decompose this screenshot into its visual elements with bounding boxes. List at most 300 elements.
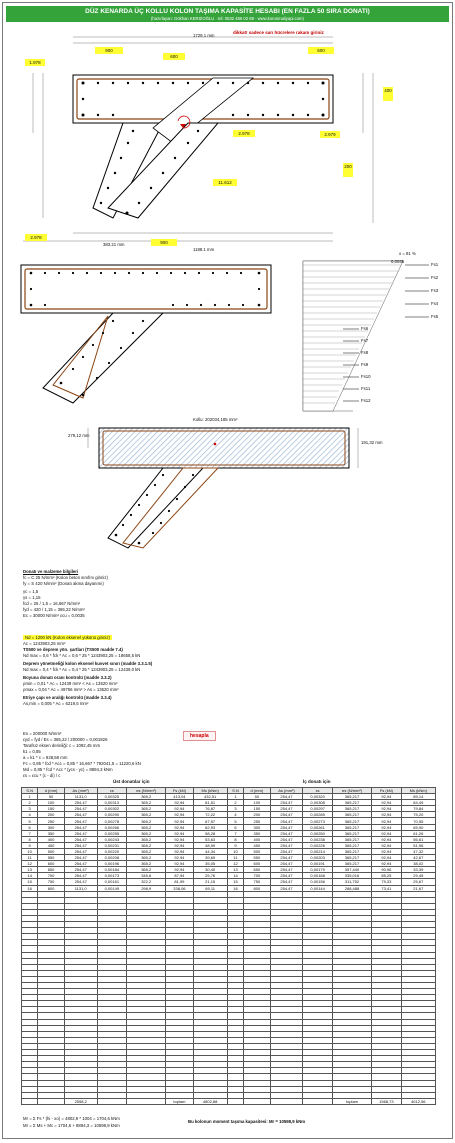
table-cell: 81,99	[166, 879, 193, 885]
table-cell: 62,93	[193, 824, 227, 830]
table-cell: 150	[38, 806, 64, 812]
table-cell: 92,94	[372, 836, 401, 842]
calc-line-5: fcd = 25 / 1,5 = 16,667 N/mm²	[23, 601, 81, 606]
compression-zone-drawing	[3, 3, 453, 563]
table-cell: 254,47	[64, 855, 97, 861]
table-cell: 92,94	[372, 818, 401, 824]
table-cell: 0,00302	[97, 806, 126, 812]
table-cell: 254,47	[270, 842, 303, 848]
totals-cell: 4012,56	[401, 1098, 435, 1104]
table-cell: 92,94	[166, 867, 193, 873]
force-label-9: Fs9	[361, 362, 369, 367]
table-cell: 12	[22, 861, 38, 867]
table-cell: 365,2	[127, 830, 166, 836]
page-title: DÜZ KENARDA ÜÇ KOLLU KOLON TAŞIMA KAPASİTE HESABI (EN FAZLA 50 SIRA DONATI)	[85, 8, 370, 15]
table-cell: 92,94	[166, 836, 193, 842]
header-cell: εs	[97, 788, 126, 794]
table-cell: 0,00243	[97, 836, 126, 842]
dim-input-600a[interactable]: 600	[163, 53, 185, 60]
table-cell: 14	[22, 873, 38, 879]
table-cell: 10	[227, 848, 243, 854]
table-cell: 254,47	[270, 873, 303, 879]
table-cell: 100	[244, 800, 270, 806]
force-label-3: Fs3	[431, 288, 439, 293]
totals-cell	[38, 1098, 64, 1104]
table-cell: 0,00179	[303, 867, 332, 873]
dim-input-11612[interactable]: 11.612	[213, 179, 237, 186]
table-cell: 600	[244, 861, 270, 867]
table-cell: 67,57	[193, 818, 227, 824]
calc2-line-4: a = k1 * c = 928,58 mm	[23, 755, 68, 760]
table-cell: 8	[227, 836, 243, 842]
table-cell: 254,47	[270, 794, 303, 800]
table-cell: 254,47	[270, 861, 303, 867]
dim-input-1978[interactable]: 1.978	[25, 59, 45, 66]
table-cell: 73,41	[372, 885, 401, 891]
header-cell: d (mm)	[38, 788, 64, 794]
table-cell: 550	[244, 855, 270, 861]
neutral-axis-label: x = 81 %	[399, 251, 416, 256]
dim-total-width: 1729.1 mm	[193, 33, 215, 38]
table-cell: 200	[38, 812, 64, 818]
table-cell: 0,00278	[97, 818, 126, 824]
table-cell: 0,00184	[97, 867, 126, 873]
table-cell: 500	[244, 848, 270, 854]
table-left-title: Üst donatılar için	[113, 779, 150, 784]
table-cell: 0,00308	[303, 800, 332, 806]
table-cell: 0,00161	[97, 879, 126, 885]
summary-line-0: Mr = Σ Fs * (hi - xo) = 4802,9 * 1004 = 1704,6 kNm	[23, 1116, 120, 1121]
table-cell: 1131,0	[64, 885, 97, 891]
totals-cell: 2558,2	[64, 1098, 97, 1104]
table-cell: 0,00156	[303, 879, 332, 885]
table-cell: 61,26	[401, 830, 435, 836]
table-cell: 0,00285	[303, 812, 332, 818]
table-cell: 254,47	[270, 800, 303, 806]
table-cell: 254,47	[64, 830, 97, 836]
table-cell: 4	[22, 812, 38, 818]
header-cell: Ms (kNm)	[193, 788, 227, 794]
table-cell: 311,752	[332, 879, 371, 885]
table-cell: 350	[244, 830, 270, 836]
calc-line-2: fy = S 420 N/mm² (Donatı akma dayanımı)	[23, 581, 104, 586]
table-cell: 150	[244, 806, 270, 812]
table-right-title: İç donatı için	[303, 779, 331, 784]
header-cell: Ms (kNm)	[401, 788, 435, 794]
table-cell: 56,61	[401, 836, 435, 842]
calc-line-17: Etriye çapı ve aralığı kontrolü (madde 3.3.4)	[23, 695, 112, 700]
table-cell: 11	[227, 855, 243, 861]
table-cell: 92,94	[166, 800, 193, 806]
table-cell: 92,94	[372, 806, 401, 812]
table-cell: 92,94	[372, 794, 401, 800]
table-cell: 0,00226	[303, 842, 332, 848]
table-cell: 5	[22, 818, 38, 824]
calc2-line-7: εs = εcu * (c - di) / c	[23, 773, 61, 778]
table-cell: 0,00231	[97, 842, 126, 848]
dim-input-2979[interactable]: 2.979	[320, 131, 340, 138]
totals-cell	[227, 1098, 243, 1104]
axial-load-input[interactable]: Nd = 1200 kN (Kolon eksenel yükünü giriniz)	[25, 635, 110, 640]
table-cell: 254,47	[64, 824, 97, 830]
table-cell: 7	[227, 830, 243, 836]
table-cell: 0,00208	[97, 855, 126, 861]
table-cell: 338,06	[166, 885, 193, 891]
totals-cell: 4802,88	[193, 1098, 227, 1104]
force-label-8: Fs8	[361, 350, 369, 355]
table-cell: 92,94	[166, 806, 193, 812]
table-cell: 0,00144	[303, 885, 332, 891]
table-cell: 335,016	[332, 873, 371, 879]
table-cell: 16	[22, 885, 38, 891]
table-cell: 81,51	[193, 800, 227, 806]
table-cell: 365,217	[332, 806, 371, 812]
table-cell: 92,94	[372, 812, 401, 818]
table-cell: 65,90	[401, 824, 435, 830]
table-cell: 254,47	[270, 879, 303, 885]
table-cell: 38,02	[401, 861, 435, 867]
worksheet-page	[2, 2, 453, 1139]
calc-line-3: γc = 1,5	[23, 589, 39, 594]
strain-top-label: 0,0035	[391, 259, 405, 264]
table-cell: 432,51	[193, 794, 227, 800]
header-cell: S.N	[22, 788, 38, 794]
table-cell: 254,47	[64, 818, 97, 824]
table-cell: 365,217	[332, 861, 371, 867]
header-cell: Fs (kN)	[372, 788, 401, 794]
table-cell: 9	[227, 842, 243, 848]
header-cell: d (mm)	[244, 788, 270, 794]
calc2-line-2: Tarafsız eksen derinliği: c = 1092,45 mm	[23, 743, 101, 748]
calc-line-18: As,min = 0,005 * Ac = 6219,5 mm²	[23, 701, 89, 706]
header-cell: As (mm²)	[270, 788, 303, 794]
table-cell: 2	[22, 800, 38, 806]
table-cell: 254,47	[64, 879, 97, 885]
table-cell: 12	[227, 861, 243, 867]
table-cell: 25,76	[193, 873, 227, 879]
table-cell: 92,94	[166, 824, 193, 830]
table-cell: 8	[22, 836, 38, 842]
calc2-line-3: k1 = 0,85	[23, 749, 41, 754]
table-cell: 89,14	[401, 794, 435, 800]
dim-bottom-left: 383.21 mm	[103, 242, 125, 247]
table-cell: 650	[244, 867, 270, 873]
table-cell: 30,40	[193, 867, 227, 873]
calc-line-14: Boyuna donatı oranı kontrolü (madde 3.3.2)	[23, 675, 112, 680]
table-cell: 92,94	[166, 848, 193, 854]
table-cell: 365,217	[332, 855, 371, 861]
table-cell: 650	[38, 867, 64, 873]
table-cell: 92,94	[166, 855, 193, 861]
table-cell: 1131,0	[64, 794, 97, 800]
table-cell: 33,39	[401, 867, 435, 873]
table-cell: 92,94	[372, 848, 401, 854]
table-cell: 50	[244, 794, 270, 800]
table-cell: 365,2	[127, 800, 166, 806]
table-cell: 76,87	[193, 806, 227, 812]
table-cell: 400	[244, 836, 270, 842]
table-cell: 13	[22, 867, 38, 873]
force-label-7: Fs7	[361, 338, 369, 343]
table-cell: 7	[22, 830, 38, 836]
compression-right-dim: 191,32 mm	[361, 440, 383, 445]
table-cell: 0,00250	[303, 830, 332, 836]
table-cell: 100	[38, 800, 64, 806]
table-cell: 254,47	[270, 885, 303, 891]
table-cell: 254,47	[64, 800, 97, 806]
table-cell: 85,25	[372, 873, 401, 879]
table-cell: 75,20	[401, 812, 435, 818]
table-cell: 550	[38, 855, 64, 861]
table-cell: 0,00168	[303, 873, 332, 879]
dim-input-2978[interactable]: 2.978	[233, 130, 255, 137]
table-cell: 92,94	[372, 855, 401, 861]
table-cell: 250	[38, 818, 64, 824]
calc2-line-0: Es = 200000 N/mm²	[23, 731, 62, 736]
compression-area-label: Kollu: 202034,185 mm²	[193, 417, 238, 422]
table-cell: 92,94	[372, 842, 401, 848]
dim-input-900[interactable]: 900	[95, 47, 123, 54]
table-cell: 92,94	[166, 830, 193, 836]
totals-cell	[270, 1098, 303, 1104]
table-cell: 25,67	[401, 879, 435, 885]
table-cell: 44,34	[193, 848, 227, 854]
table-cell: 87,94	[166, 873, 193, 879]
table-cell: 322,2	[127, 879, 166, 885]
table-cell: 15	[227, 879, 243, 885]
table-cell: 0,00297	[303, 806, 332, 812]
table-cell: 0,00290	[97, 812, 126, 818]
table-cell: 254,47	[270, 830, 303, 836]
dim-input-200[interactable]: 200	[343, 163, 353, 177]
dim-input-600b[interactable]: 600	[308, 47, 334, 54]
table-cell: 58,28	[193, 830, 227, 836]
table-cell: 9	[22, 842, 38, 848]
table-cell: 90,96	[372, 867, 401, 873]
calc2-line-1: εyd = fyd / Es = 365,22 / 200000 = 0,001826	[23, 737, 108, 742]
table-cell: 365,2	[127, 855, 166, 861]
calc-line-9: Ac = 1243903,25 mm²	[23, 641, 66, 646]
table-cell: 39,69	[193, 855, 227, 861]
table-cell: 254,47	[270, 867, 303, 873]
table-cell: 413,04	[166, 794, 193, 800]
table-totals-row	[22, 1098, 436, 1104]
table-cell: 800	[244, 885, 270, 891]
table-cell: 0,00266	[97, 824, 126, 830]
table-cell: 250	[244, 818, 270, 824]
table-cell: 365,2	[127, 812, 166, 818]
table-cell: 6	[227, 824, 243, 830]
table-cell: 92,94	[372, 800, 401, 806]
calc-line-7: Ec = 30000 N/mm² εcu = 0,0035	[23, 613, 85, 618]
summary-line-1: Mr = Σ Ms + Mc = 1704,6 + 8894,3 = 10598,9 kNm	[23, 1123, 120, 1128]
table-cell: 5	[227, 818, 243, 824]
table-cell: 254,47	[270, 836, 303, 842]
table-cell: 254,47	[270, 855, 303, 861]
table-cell: 600	[38, 861, 64, 867]
dim-bottom-total: 1188.1 mm	[193, 247, 215, 252]
table-cell: 254,47	[64, 873, 97, 879]
table-cell: 365,2	[127, 806, 166, 812]
calc-line-1: fc = C 25 N/mm² (Kolon beton sınıfını giriniz)	[23, 575, 108, 580]
table-cell: 92,94	[166, 842, 193, 848]
table-cell: 84,49	[401, 800, 435, 806]
table-cell: 0,00220	[97, 848, 126, 854]
calc-line-0: Donatı ve malzeme bilgileri	[23, 569, 79, 574]
table-cell: 254,47	[270, 806, 303, 812]
table-cell: 15	[22, 879, 38, 885]
table-cell: 365,2	[127, 824, 166, 830]
force-label-2: Fs2	[431, 275, 439, 280]
table-cell: 254,47	[64, 861, 97, 867]
table-body	[22, 794, 436, 1105]
table-cell: 345,6	[127, 873, 166, 879]
table-cell: 14	[227, 873, 243, 879]
table-cell: 70,55	[401, 818, 435, 824]
calc-line-15: ρmin = 0,01 * Ac = 12439 mm² < As = 13520 mm²	[23, 681, 118, 686]
table-cell: 48,99	[193, 842, 227, 848]
table-cell: 750	[38, 879, 64, 885]
table-cell: 92,94	[166, 818, 193, 824]
table-cell: 42,67	[401, 855, 435, 861]
table-cell: 0,00273	[303, 818, 332, 824]
table-cell: 357,440	[332, 867, 371, 873]
table-cell: 3	[227, 806, 243, 812]
table-cell: 365,2	[127, 842, 166, 848]
calc-line-6: fyd = 420 / 1,15 = 365,22 N/mm²	[23, 607, 85, 612]
table-cell: 254,47	[64, 848, 97, 854]
header-cell: σs (N/mm²)	[127, 788, 166, 794]
table-cell: 254,47	[64, 836, 97, 842]
table-cell: 92,94	[372, 861, 401, 867]
table-cell: 365,217	[332, 824, 371, 830]
table-cell: 0,00313	[97, 800, 126, 806]
table-cell: 365,217	[332, 818, 371, 824]
totals-cell: toplam	[166, 1098, 193, 1104]
calc-line-4: γs = 1,15	[23, 595, 41, 600]
table-cell: 0,00214	[303, 848, 332, 854]
table-cell: 254,47	[270, 848, 303, 854]
table-cell: 365,217	[332, 800, 371, 806]
table-cell: 200	[244, 812, 270, 818]
table-cell: 450	[38, 842, 64, 848]
table-cell: 0,00173	[97, 873, 126, 879]
table-cell: 92,94	[166, 812, 193, 818]
table-cell: 69,11	[193, 885, 227, 891]
table-cell: 50	[38, 794, 64, 800]
force-label-1: Fs1	[431, 262, 439, 267]
table-cell: 350	[38, 830, 64, 836]
force-label-10: Fs10	[361, 374, 371, 379]
table-cell: 254,47	[64, 867, 97, 873]
table-cell: 92,94	[372, 824, 401, 830]
table-cell: 0,00191	[303, 861, 332, 867]
table-cell: 365,2	[127, 867, 166, 873]
force-label-12: Fs12	[361, 398, 371, 403]
totals-cell: 1568,73	[372, 1098, 401, 1104]
header-cell: εs	[303, 788, 332, 794]
table-cell: 750	[244, 879, 270, 885]
calc2-line-5: Fc = 0,85 * fcd * Acc = 0,85 * 16,667 * 792041,5 = 11220,6 kN	[23, 761, 141, 766]
table-cell: 450	[244, 842, 270, 848]
input-note: dikkat! sadece sarı hücrelere rakam giriniz	[233, 30, 324, 35]
table-cell: 254,47	[270, 818, 303, 824]
table-cell: 365,217	[332, 848, 371, 854]
table-cell: 0,00149	[97, 885, 126, 891]
calc2-line-6: Md = 0,85 * fcd * Acc * (ycs - yc) = 8894,3 kNm	[23, 767, 113, 772]
table-cell: 47,32	[401, 848, 435, 854]
table-cell: 10	[22, 848, 38, 854]
table-cell: 6	[22, 824, 38, 830]
table-cell: 400	[38, 836, 64, 842]
table-cell: 365,2	[127, 836, 166, 842]
table-cell: 298,9	[127, 885, 166, 891]
dim-input-2978b[interactable]: 2.978	[25, 234, 47, 241]
table-cell: 365,217	[332, 812, 371, 818]
compression-left-dim: 279,12 mm	[68, 433, 90, 438]
table-cell: 0,00238	[303, 836, 332, 842]
table-cell: 700	[244, 873, 270, 879]
header-cell: σs (N/mm²)	[332, 788, 371, 794]
table-cell: 300	[38, 824, 64, 830]
force-label-11: Fs11	[361, 386, 371, 391]
table-cell: 800	[38, 885, 64, 891]
table-cell: 254,47	[64, 842, 97, 848]
table-cell: 35,05	[193, 861, 227, 867]
capacity-result: Bu kolonun moment taşıma kapasitesi: Mr = 10598,9 kNm	[188, 1119, 306, 1124]
calc-line-16: ρmax = 0,04 * Ac = 49756 mm² > As = 13520 mm²	[23, 687, 119, 692]
totals-cell: toplam	[332, 1098, 371, 1104]
table-cell: 288,488	[332, 885, 371, 891]
table-cell: 0,00203	[303, 855, 332, 861]
calculate-button[interactable]: hesapla	[183, 731, 216, 741]
totals-cell	[303, 1098, 332, 1104]
table-cell: 0,00325	[97, 794, 126, 800]
table-cell: 254,47	[270, 812, 303, 818]
table-cell: 21,67	[401, 885, 435, 891]
table-cell: 0,00196	[97, 861, 126, 867]
dim-input-400[interactable]: 400	[383, 87, 393, 101]
table-cell: 51,96	[401, 842, 435, 848]
table-cell: 254,47	[64, 806, 97, 812]
table-cell: 300	[244, 824, 270, 830]
totals-cell	[97, 1098, 126, 1104]
table-cell: 254,47	[64, 812, 97, 818]
table-cell: 500	[38, 848, 64, 854]
table-cell: 254,47	[270, 824, 303, 830]
table-cell: 365,217	[332, 836, 371, 842]
force-label-4: Fs4	[431, 301, 439, 306]
force-label-6: Fs6	[361, 326, 369, 331]
page-subtitle: (hazırlayan: Gökhan KERSİOĞLU · tel: 0532 466 02 88 · www.korunmaliyapi.com)	[151, 16, 304, 21]
calc-line-10: TS500 ve deprem yön. şartları (TS500 madde 7.4)	[23, 647, 123, 652]
table-cell: 0,00320	[303, 794, 332, 800]
header-cell: Fs (kN)	[166, 788, 193, 794]
totals-cell	[22, 1098, 38, 1104]
table-cell: 72,22	[193, 812, 227, 818]
table-cell: 92,94	[372, 830, 401, 836]
table-cell: 365,2	[127, 848, 166, 854]
table-cell: 79,84	[401, 806, 435, 812]
table-cell: 29,45	[401, 873, 435, 879]
table-cell: 0,00261	[303, 824, 332, 830]
table-cell: 0,00255	[97, 830, 126, 836]
rebar-calc-table	[21, 787, 436, 1105]
dim-input-900b[interactable]: 900	[151, 239, 177, 246]
table-cell: 365,217	[332, 794, 371, 800]
table-cell: 2	[227, 800, 243, 806]
table-cell: 365,2	[127, 861, 166, 867]
